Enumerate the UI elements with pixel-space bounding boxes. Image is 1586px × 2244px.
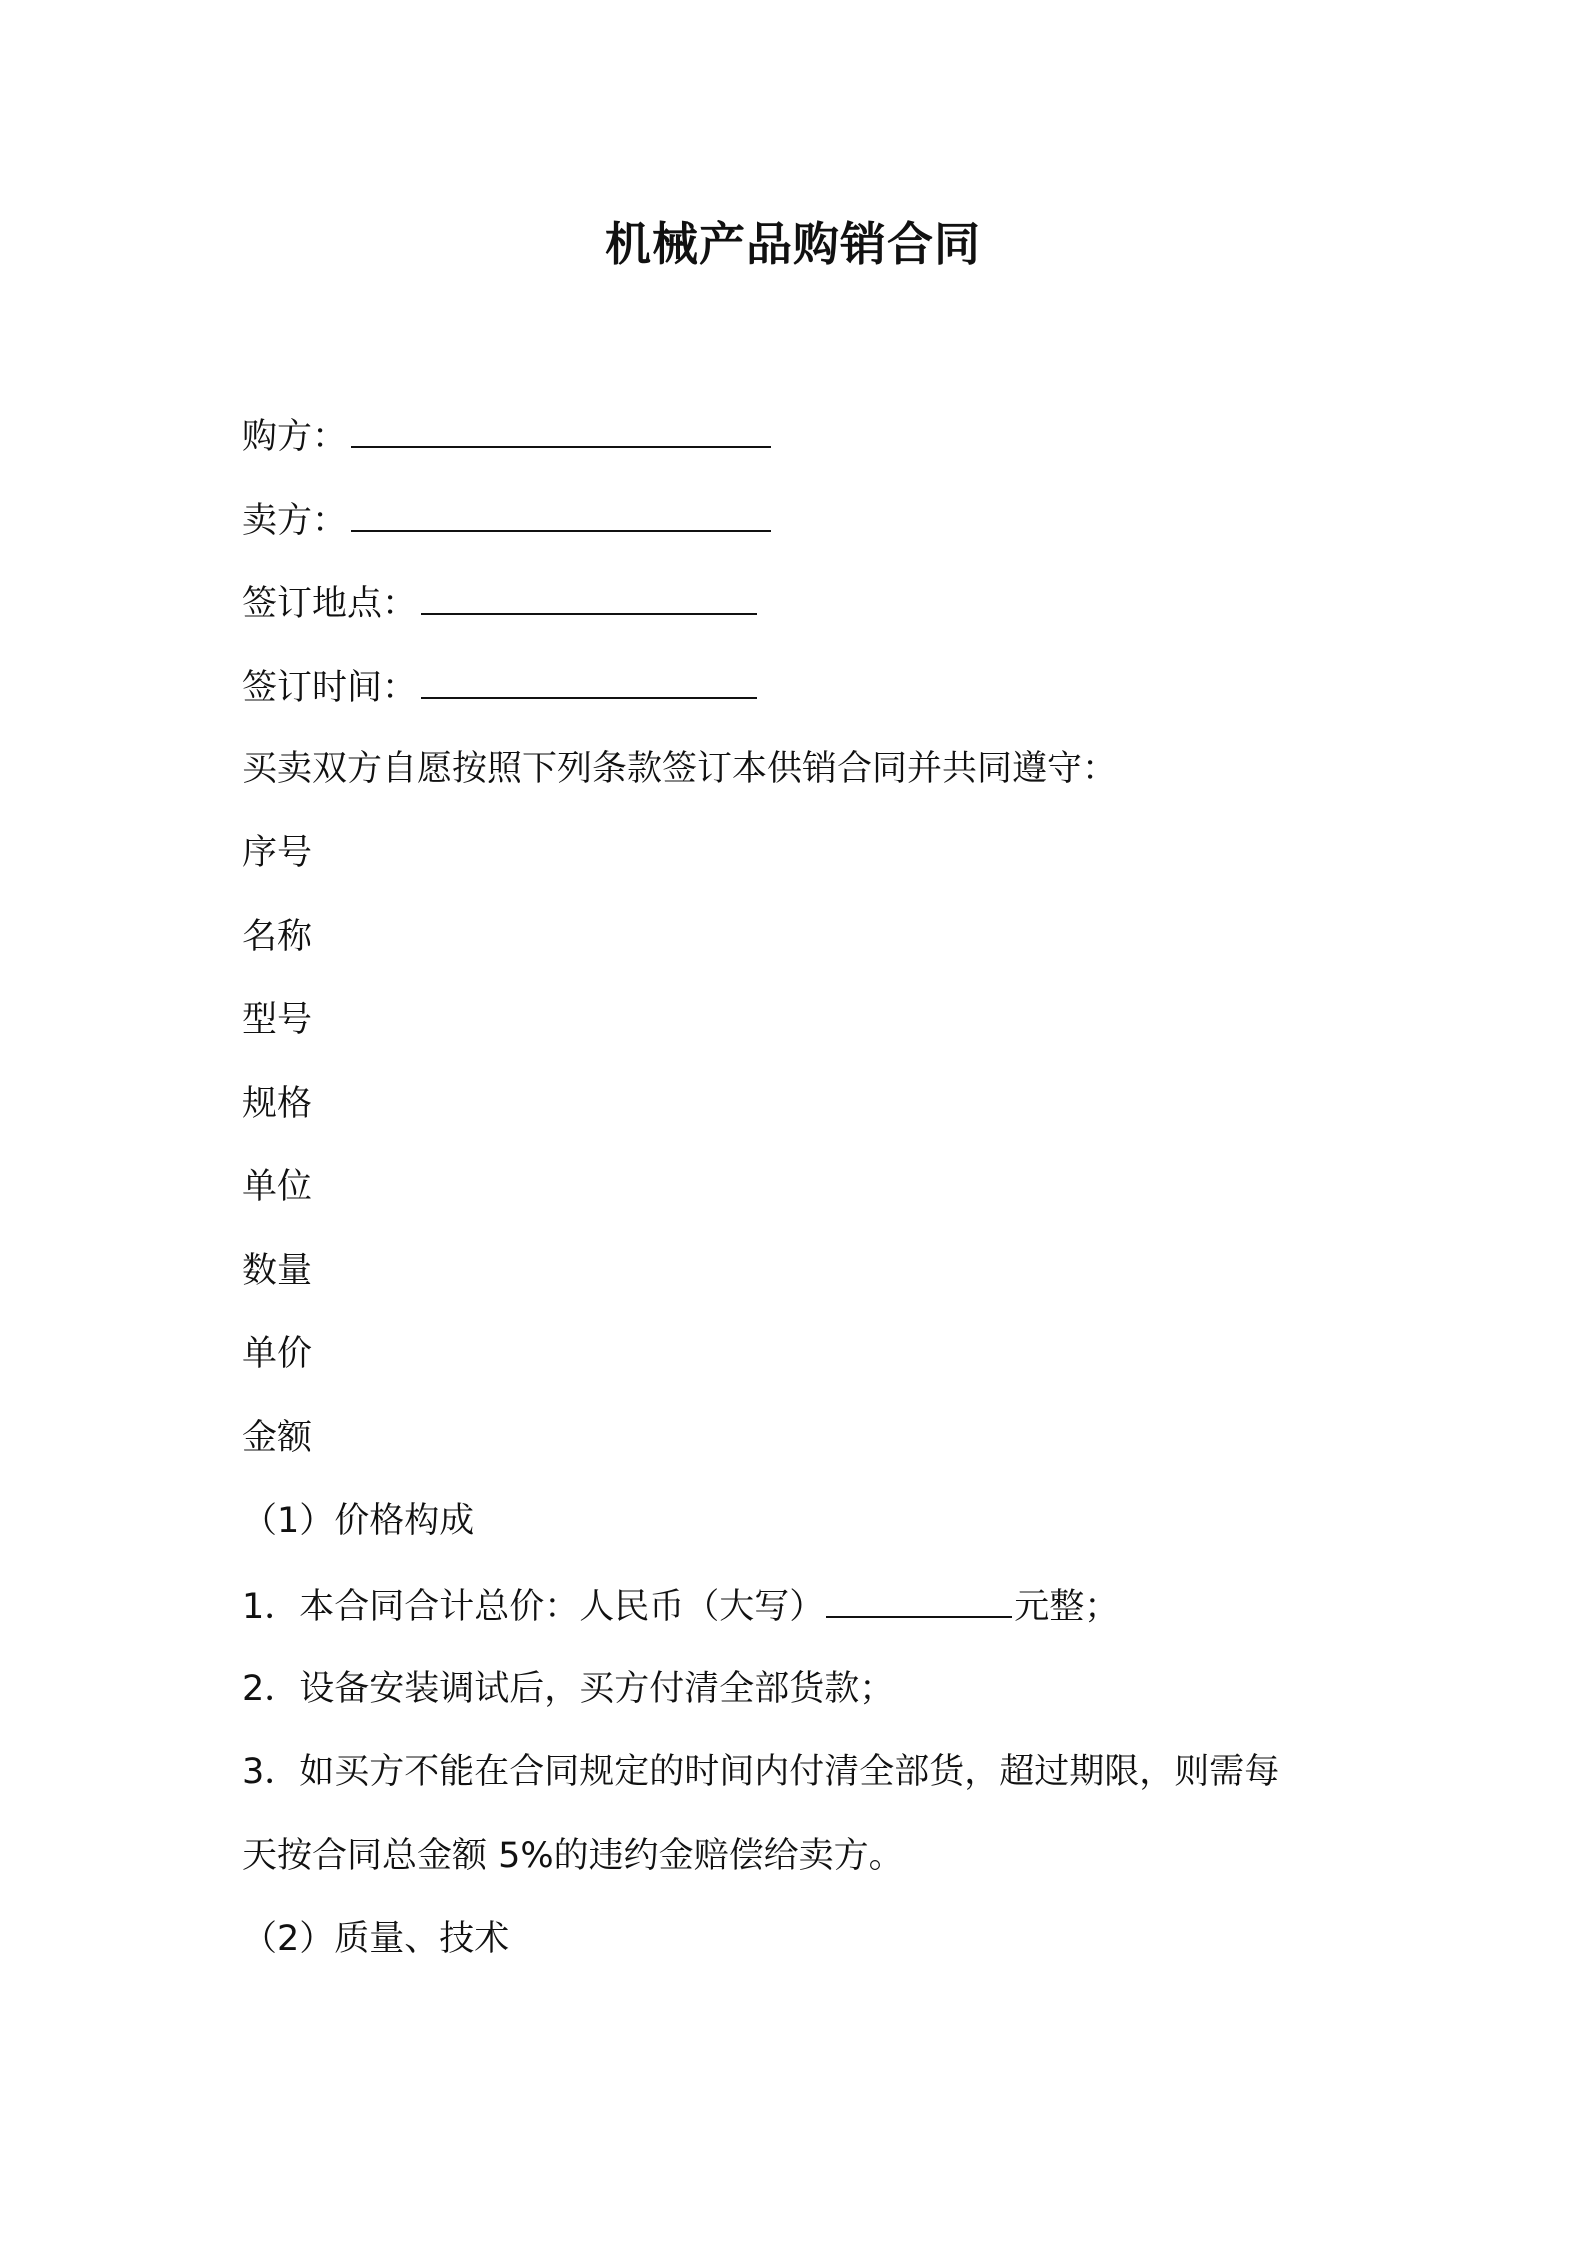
- table-header-unit: 单位: [242, 1167, 313, 1207]
- intro-paragraph: 买卖双方自愿按照下列条款签订本供销合同并共同遵守：: [242, 749, 1118, 789]
- sign-time-field: [242, 661, 757, 713]
- table-header-index: 序号: [242, 833, 313, 873]
- clause-1: [242, 1580, 1119, 1632]
- table-header-model: 型号: [242, 1000, 313, 1040]
- sign-place-label: 签订地点：: [242, 584, 418, 624]
- clause-1-suffix: 元整；: [1014, 1587, 1120, 1627]
- sign-place-field: [242, 577, 757, 629]
- clause-3-line-2: 天按合同总金额 5%的违约金赔偿给卖方。: [242, 1836, 904, 1876]
- table-header-amount: 金额: [242, 1418, 313, 1458]
- sign-time-blank: [421, 661, 757, 699]
- section-quality-heading: （2）质量、技术: [242, 1919, 510, 1959]
- table-header-unit-price: 单价: [242, 1334, 313, 1374]
- section-price-heading: （1）价格构成: [242, 1501, 475, 1541]
- buyer-label: 购方：: [242, 417, 348, 457]
- seller-blank: [351, 494, 771, 532]
- total-price-blank: [826, 1580, 1012, 1618]
- clause-1-prefix: 1．本合同合计总价：人民币（大写）: [242, 1587, 825, 1627]
- table-header-name: 名称: [242, 917, 313, 957]
- seller-field: [242, 494, 771, 546]
- clause-2: 2．设备安装调试后，买方付清全部货款；: [242, 1669, 895, 1709]
- clause-3-line-1: 3．如买方不能在合同规定的时间内付清全部货，超过期限，则需每: [242, 1752, 1280, 1792]
- sign-place-blank: [421, 577, 757, 615]
- seller-label: 卖方：: [242, 501, 348, 541]
- table-header-quantity: 数量: [242, 1251, 313, 1291]
- buyer-blank: [351, 410, 771, 448]
- sign-time-label: 签订时间：: [242, 668, 418, 708]
- document-title: 机械产品购销合同: [605, 217, 981, 271]
- table-header-spec: 规格: [242, 1084, 313, 1124]
- buyer-field: [242, 410, 771, 462]
